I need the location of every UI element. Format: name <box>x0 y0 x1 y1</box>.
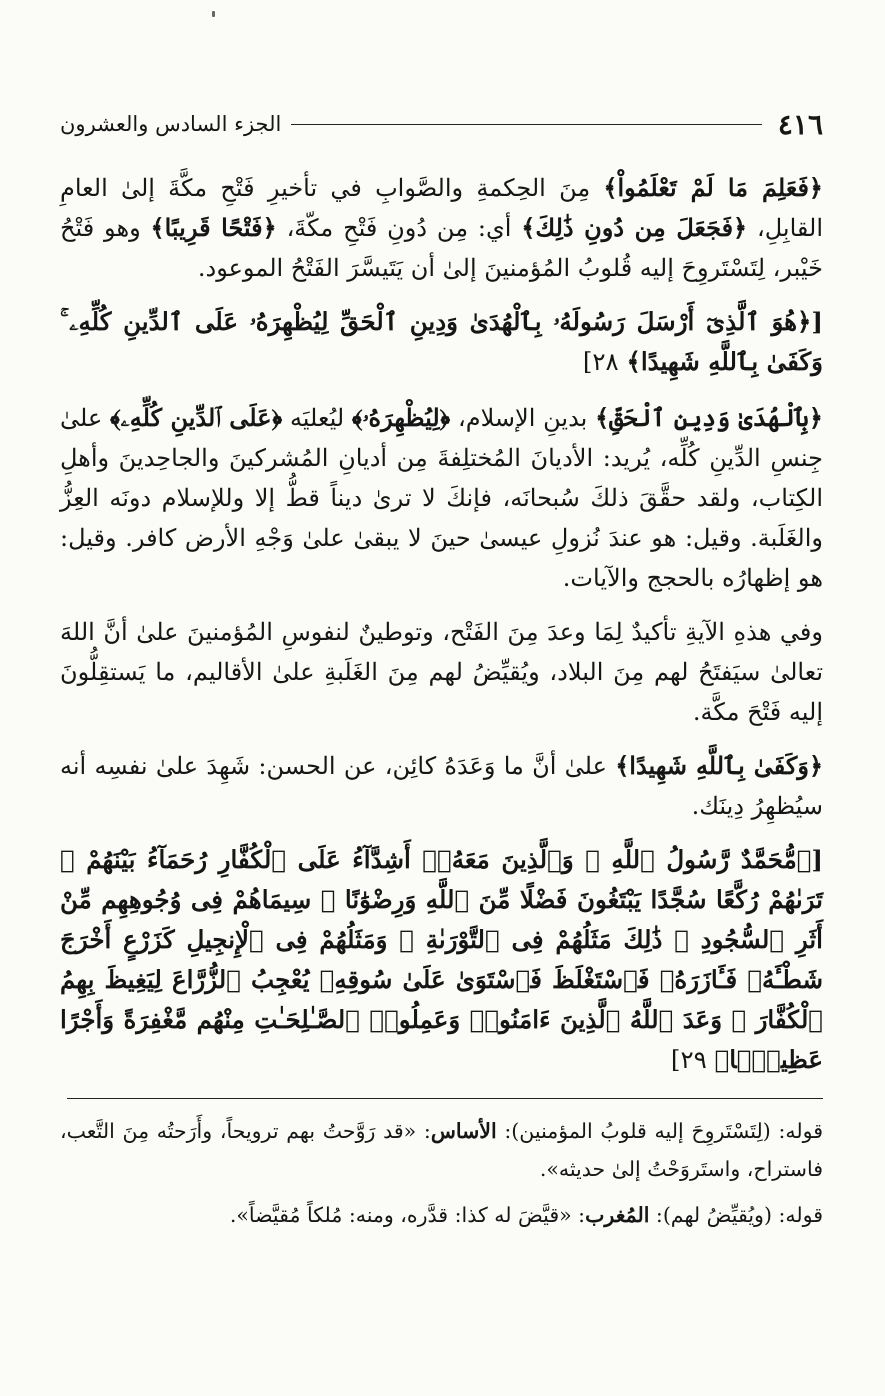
commentary-text: مِنَ الحِكمةِ والصَّوابِ في تأخيرِ فَتْحِ مكَّةَ إلىٰ العامِ القابِلِ، <box>60 174 824 242</box>
verse-number: ٢٨] <box>582 347 627 376</box>
footnote-2 <box>60 1196 823 1234</box>
commentary-text: بدينِ الإسلام، <box>450 404 596 432</box>
footnote-text: : «قد رَوَّحتُ بهم ترويحاً، وأَرَحتُه مِنَ التَّعب، فاستراح، واستَروَحْتُ إلىٰ حديثه». <box>60 1119 823 1181</box>
footnote-source: الأساس <box>430 1119 497 1143</box>
footnote-lead: قوله: (ويُقيِّضُ لهم): <box>649 1203 823 1227</box>
quran-quote: ﴿فَعَلِمَ مَا لَمْ تَعْلَمُواْ﴾ <box>603 173 823 202</box>
footnote-lead: قوله: (لِتَسْتَروِحَ إليه قلوبُ المؤمنين): <box>496 1119 823 1143</box>
verse-bracket: [ <box>811 845 823 874</box>
paragraph-1 <box>60 168 823 288</box>
main-text <box>60 168 823 1096</box>
scan-speck <box>212 11 215 17</box>
footnote-rule <box>67 1098 823 1099</box>
verse-text: ﴿مُّحَمَّدٌ رَّسُولُ ٱللَّهِ ۚ وَٱلَّذِينَ مَعَهُۥٓ أَشِدَّآءُ عَلَى ٱلْكُفَّارِ رُحَمَآءُ بَيْنَهُمْ ۖ تَرَىٰهُمْ رُكَّعًا سُجَّدًا يَبْتَغُونَ فَضْلًا مِّنَ ٱللَّهِ وَرِضْوَٰنًا ۖ سِيمَاهُمْ فِى وُجُوهِهِم مِّنْ أَثَرِ ٱلسُّجُودِ ۚ ذَٰلِكَ مَثَلُهُمْ فِى ٱلتَّوْرَىٰةِ ۚ وَمَثَلُهُمْ فِى ٱلْإِنجِيلِ كَزَرْعٍ أَخْرَجَ شَطْـَٔهُۥ فَـَٔازَرَهُۥ فَٱسْتَغْلَظَ فَٱسْتَوَىٰ عَلَىٰ سُوقِهِۦ يُعْجِبُ ٱلزُّرَّاعَ لِيَغِيظَ بِهِمُ ٱلْكُفَّارَ ۗ وَعَدَ ٱللَّهُ ٱلَّذِينَ ءَامَنُوا۟ وَعَمِلُوا۟ ٱلصَّـٰلِحَـٰتِ مِنْهُم مَّغْفِرَةً وَأَجْرًا عَظِيمًۢا﴾ <box>60 845 823 1074</box>
commentary-text: أي: مِن دُونِ فَتْحِ مكّةَ، <box>276 214 522 242</box>
commentary-text: علىٰ أنَّ ما وَعَدَهُ كائِن، عن الحسن: شَهِدَ علىٰ نفسِه أنه سيُظهِرُ دِينَك. <box>60 752 823 820</box>
paragraph-4 <box>60 746 823 826</box>
footnote-source: المُغرب <box>585 1203 650 1227</box>
footnote-1 <box>60 1112 823 1188</box>
commentary-text: وهو فَتْحُ خَيْبر، لِتَسْتَروِحَ إليه قُلوبُ المُؤمنينَ إلىٰ أن يَتَيسَّرَ الفَتْحُ الموعود. <box>60 214 823 282</box>
verse-bracket: [ <box>811 307 823 336</box>
quran-quote: ﴿فَتْحًا قَرِيبًا﴾ <box>150 213 277 242</box>
verse-text: ﴿هُوَ ٱلَّذِىٓ أَرْسَلَ رَسُولَهُۥ بِٱلْهُدَىٰ وَدِينِ ٱلْحَقِّ لِيُظْهِرَهُۥ عَلَى ٱلدِّينِ كُلِّهِۦ ۚ وَكَفَىٰ بِٱللَّهِ شَهِيدًا﴾ <box>60 307 823 376</box>
quran-quote: ﴿لِيُظْهِرَهُۥ﴾ <box>351 403 451 432</box>
page-header <box>60 104 823 144</box>
quran-quote: ﴿بِٱلْهُدَىٰ وَدِينِ ٱلْحَقِّ﴾ <box>595 403 823 432</box>
commentary-text: ليُعليَه <box>282 404 352 432</box>
header-rule <box>291 124 762 125</box>
verse-29 <box>60 840 823 1080</box>
quran-quote: ﴿عَلَى ٱلدِّينِ كُلِّهِۦ﴾ <box>110 403 283 432</box>
quran-quote: ﴿فَجَعَلَ مِن دُونِ ذَٰلِكَ﴾ <box>521 213 748 242</box>
footnote-text: : «قيَّضَ له كذا: قدَّره، ومنه: مُلكاً مُقيَّضاً». <box>229 1203 586 1227</box>
page-number: ٤١٦ <box>777 107 823 141</box>
running-head: الجزء السادس والعشرون <box>60 112 282 136</box>
commentary-text: علىٰ جِنسِ الدِّينِ كُلِّه، يُريد: الأديانَ المُختلِفةَ مِن أديانِ المُشركينَ والجاحِدينَ وأهلِ الكِتاب، ولقد حقَّقَ ذلكَ سُبحانَه، فإنكَ لا ترىٰ ديناً قطُّ إلا وللإسلام دونَه العِزُّ والغَلَبة. وقيل: هو عندَ نُزولِ عيسىٰ حينَ لا يبقىٰ علىٰ وَجْهِ الأرض كافر. وقيل: هو إظهارُه بالحجج والآيات. <box>60 404 823 592</box>
quran-quote: ﴿وَكَفَىٰ بِٱللَّهِ شَهِيدًا﴾ <box>615 751 824 780</box>
paragraph-3: وفي هذهِ الآيةِ تأكيدٌ لِمَا وعدَ مِنَ الفَتْح، وتوطينٌ لنفوسِ المُؤمنينَ علىٰ أنَّ اللهَ تعالىٰ سيَفتَحُ لهم مِنَ البلاد، ويُقيِّضُ لهم مِنَ الغَلَبةِ علىٰ الأقاليم، ما يَستقِلُّونَ إليه فَتْحَ مكَّة. <box>60 618 823 726</box>
verse-28 <box>60 302 823 382</box>
verse-number: ٢٩] <box>670 1045 715 1074</box>
paragraph-2 <box>60 398 823 598</box>
footnotes <box>60 1112 823 1242</box>
